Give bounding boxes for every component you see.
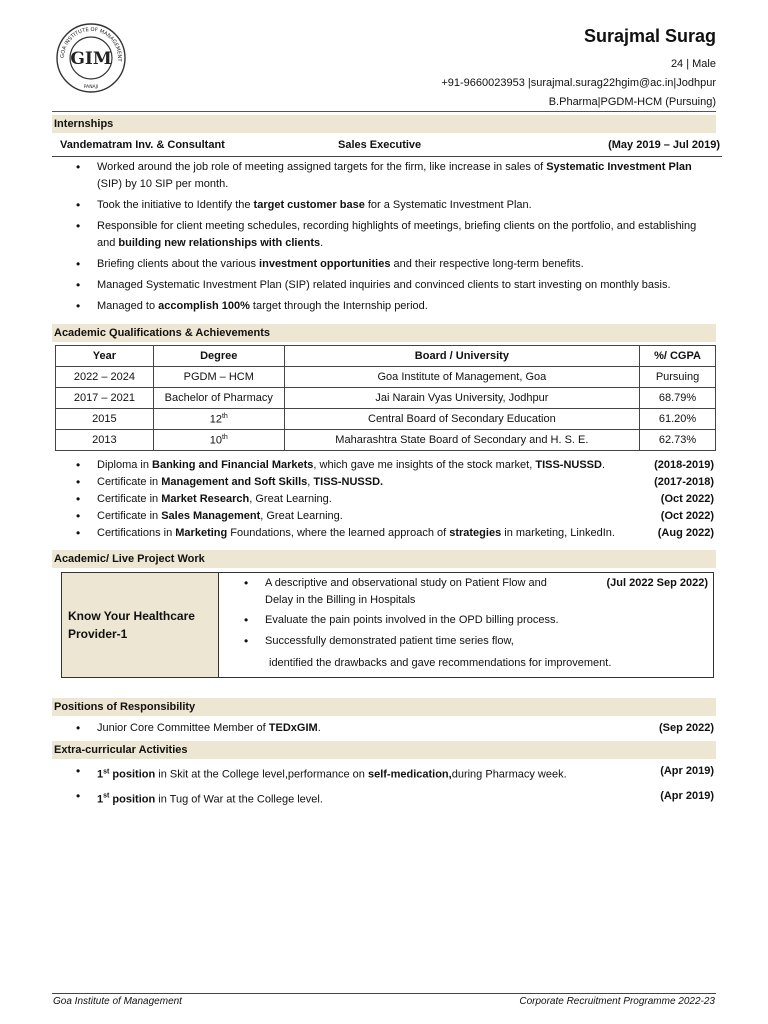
cell-board: Goa Institute of Management, Goa bbox=[284, 367, 639, 388]
list-item: • Worked around the job role of meeting assigned targets for the firm, like increase in sales of Systematic Investment Plan (SIP) by 10 SIP per month. bbox=[52, 159, 697, 193]
col-year: Year bbox=[56, 346, 154, 367]
list-item: • Junior Core Committee Member of TEDxGIM. (Sep 2022) bbox=[52, 720, 714, 737]
list-item: • Managed Systematic Investment Plan (SIP) related inquiries and convinced clients to start investing on monthly basis. bbox=[52, 277, 697, 294]
cell-year: 2013 bbox=[56, 430, 154, 451]
cell-degree: Bachelor of Pharmacy bbox=[153, 388, 284, 409]
footer-divider bbox=[52, 993, 716, 994]
academic-table bbox=[55, 345, 716, 451]
cell-degree: 10th bbox=[153, 430, 284, 451]
cell-year: 2017 – 2021 bbox=[56, 388, 154, 409]
list-item: • Evaluate the pain points involved in the OPD billing process. bbox=[220, 612, 708, 629]
section-projects: Academic/ Live Project Work bbox=[52, 550, 716, 568]
logo-ring-text: GOA INSTITUTE OF MANAGEMENT bbox=[59, 26, 123, 62]
col-degree: Degree bbox=[153, 346, 284, 367]
list-item: • Certificate in Management and Soft Skills, TISS-NUSSD. (2017-2018) bbox=[52, 474, 714, 491]
cell-year: 2015 bbox=[56, 409, 154, 430]
list-item: • Took the initiative to Identify the target customer base for a Systematic Investment Plan. bbox=[52, 197, 697, 214]
extra-bullets bbox=[52, 763, 714, 808]
list-item: • 1st position in Tug of War at the College level. (Apr 2019) bbox=[52, 788, 714, 809]
internship-header bbox=[52, 136, 722, 157]
list-item: • Managed to accomplish 100% target through the Internship period. bbox=[52, 298, 697, 315]
section-positions: Positions of Responsibility bbox=[52, 698, 716, 716]
list-item: • Successfully demonstrated patient time series flow, bbox=[220, 633, 708, 650]
list-item: • Briefing clients about the various investment opportunities and their respective long-term benefits. bbox=[52, 256, 697, 273]
list-item: • Certificate in Sales Management, Great Learning. (Oct 2022) bbox=[52, 508, 714, 525]
project-box bbox=[61, 572, 714, 678]
section-internships: Internships bbox=[52, 115, 716, 133]
footer-institute: Goa Institute of Management bbox=[53, 996, 182, 1007]
internship-bullets bbox=[52, 159, 697, 315]
age-gender: 24 | Male bbox=[670, 58, 716, 70]
internship-period: (May 2019 – Jul 2019) bbox=[608, 139, 720, 151]
logo-bottom-text: PANAJI bbox=[83, 85, 99, 90]
project-bullets bbox=[220, 575, 708, 650]
list-item: • Certificate in Market Research, Great Learning. (Oct 2022) bbox=[52, 491, 714, 508]
cell-score: 61.20% bbox=[640, 409, 716, 430]
positions-bullets bbox=[52, 720, 714, 737]
header-contact bbox=[441, 26, 716, 112]
list-item: • A descriptive and observational study on Patient Flow and Delay in the Billing in Hospitals (Jul 2022 Sep 2022) bbox=[220, 575, 708, 609]
table-header-row bbox=[56, 346, 716, 367]
cell-score: Pursuing bbox=[640, 367, 716, 388]
table-row bbox=[56, 430, 716, 451]
cell-board: Central Board of Secondary Education bbox=[284, 409, 639, 430]
header-divider bbox=[52, 111, 716, 112]
list-item: • Responsible for client meeting schedules, recording highlights of meetings, briefing clients on the portfolio, and establishing and building new relationships with clients. bbox=[52, 218, 697, 252]
list-item: • Diploma in Banking and Financial Markets, which gave me insights of the stock market, TISS-NUSSD. (2018-2019) bbox=[52, 457, 714, 474]
project-title: Know Your Healthcare Provider-1 bbox=[68, 609, 195, 641]
project-title-cell bbox=[62, 573, 219, 677]
section-extra: Extra-curricular Activities bbox=[52, 741, 716, 759]
internship-company: Vandematram Inv. & Consultant bbox=[60, 139, 225, 151]
certification-bullets bbox=[52, 457, 714, 542]
table-row bbox=[56, 409, 716, 430]
internship-role: Sales Executive bbox=[338, 139, 422, 151]
section-academic: Academic Qualifications & Achievements bbox=[52, 324, 716, 342]
cell-degree: PGDM – HCM bbox=[153, 367, 284, 388]
list-item: • Certifications in Marketing Foundations, where the learned approach of strategies in marketing, LinkedIn. (Aug 2022) bbox=[52, 525, 714, 542]
cell-board: Maharashtra State Board of Secondary and H. S. E. bbox=[284, 430, 639, 451]
cell-score: 68.79% bbox=[640, 388, 716, 409]
education-summary: B.Pharma|PGDM-HCM (Pursuing) bbox=[548, 96, 716, 108]
col-board: Board / University bbox=[284, 346, 639, 367]
cell-degree: 12th bbox=[153, 409, 284, 430]
footer-programme: Corporate Recruitment Programme 2022-23 bbox=[519, 996, 715, 1007]
candidate-name: Surajmal Surag bbox=[583, 26, 716, 46]
cell-score: 62.73% bbox=[640, 430, 716, 451]
table-row bbox=[56, 388, 716, 409]
cell-year: 2022 – 2024 bbox=[56, 367, 154, 388]
project-continuation: identified the drawbacks and gave recommendations for improvement. bbox=[269, 657, 612, 669]
col-score: %/ CGPA bbox=[640, 346, 716, 367]
gim-logo-icon bbox=[55, 22, 127, 94]
logo-text: GIM bbox=[70, 49, 112, 69]
cell-board: Jai Narain Vyas University, Jodhpur bbox=[284, 388, 639, 409]
list-item: • 1st position in Skit at the College level,performance on self-medication,during Pharmacy week. (Apr 2019) bbox=[52, 763, 714, 784]
contact-details: +91-9660023953 |surajmal.surag22hgim@ac.in|Jodhpur bbox=[441, 77, 716, 89]
table-row bbox=[56, 367, 716, 388]
